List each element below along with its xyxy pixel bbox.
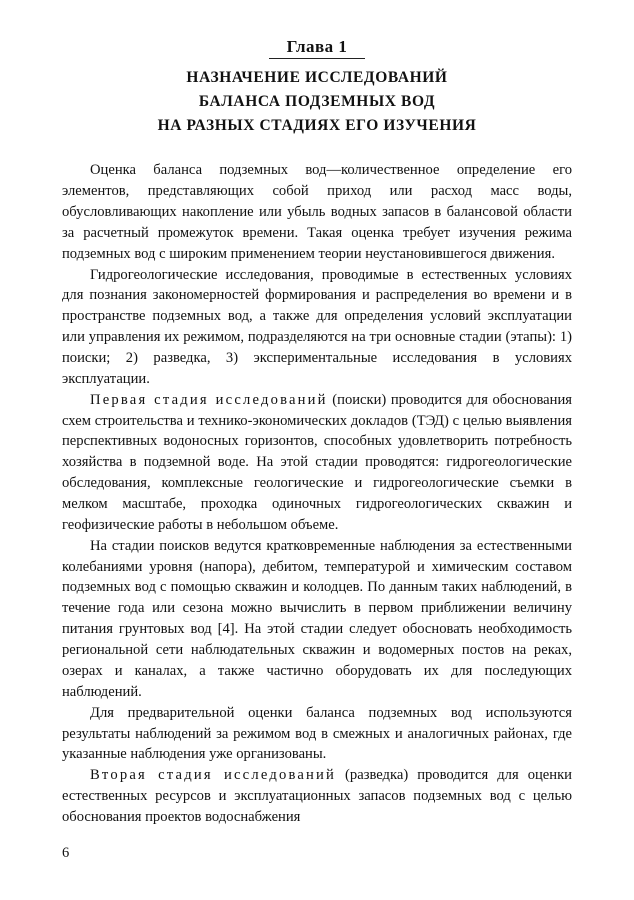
paragraph-6: Вторая стадия исследований (разведка) проводится для оценки естественных ресурсов и эксплуатационных запасов подземных вод с целью обоснования проектов водоснабжения (62, 767, 572, 825)
body-text (62, 160, 572, 828)
chapter-title-line-3: НА РАЗНЫХ СТАДИЯХ ЕГО ИЗУЧЕНИЯ (157, 117, 477, 135)
chapter-title-line-1: НАЗНАЧЕНИЕ ИССЛЕДОВАНИЙ (186, 69, 448, 87)
paragraph-4: На стадии поисков ведутся кратковременные наблюдения за естественными колебаниями уровня (напора), дебитом, температурой и химическим составом подземных вод с помощью скважин и колодцев. По данным таких наблюдений, в течение года или сезона можно вычислить в первом приближении величину питания грунтовых вод [4]. На этой стадии следует обосновать необходимость региональной сети наблюдательных скважин и водомерных постов на реках, озерах и каналах, а также частично оборудовать их для последующих наблюдений. (62, 537, 572, 700)
spaced-lead-in: Первая стадия исследований (90, 391, 328, 408)
paragraph-2: Гидрогеологические исследования, проводимые в естественных условиях для познания закономерностей формирования и распределения во времени и в пространстве подземных вод, а также для определения условий эксплуатации или управления их режимом, подразделяются на три основные стадии (этапы): 1) поиски; 2) разведка, 3) экспериментальные исследования в условиях эксплуатации. (62, 266, 572, 387)
chapter-title-line-2: БАЛАНСА ПОДЗЕМНЫХ ВОД (198, 93, 436, 111)
paragraph-1: Оценка баланса подземных вод—количественное определение его элементов, представляющих собой приход или расход масс воды, обусловливающих накопление или убыль водных запасов в балансовой области за расчетный промежуток времени. Такая оценка требует изучения режима подземных вод с широким применением теории неустановившегося движения. (62, 162, 572, 262)
chapter-label: Глава 1 (269, 36, 366, 59)
paragraph-3: Первая стадия исследований (поиски) проводится для обоснования схем строительства и технико-экономических докладов (ТЭД) с целью выявления перспективных водоносных горизонтов, способных удовлетворить потребность хозяйства в подземной воде. На этой стадии проводятся: гидрогеологические обследования, комплексные геологические и гидрогеологические съемки в мелком масштабе, проходка одиночных гидрогеологических скважин и геофизические работы в небольшом объеме. (62, 391, 572, 533)
chapter-title (62, 66, 572, 138)
chapter-header (62, 36, 572, 138)
paragraph-5: Для предварительной оценки баланса подземных вод используются результаты наблюдений за режимом вод в смежных и аналогичных районах, где указанные наблюдения уже организованы. (62, 704, 572, 763)
spaced-lead-in: Вторая стадия исследований (90, 767, 337, 784)
page-number: 6 (62, 845, 70, 861)
